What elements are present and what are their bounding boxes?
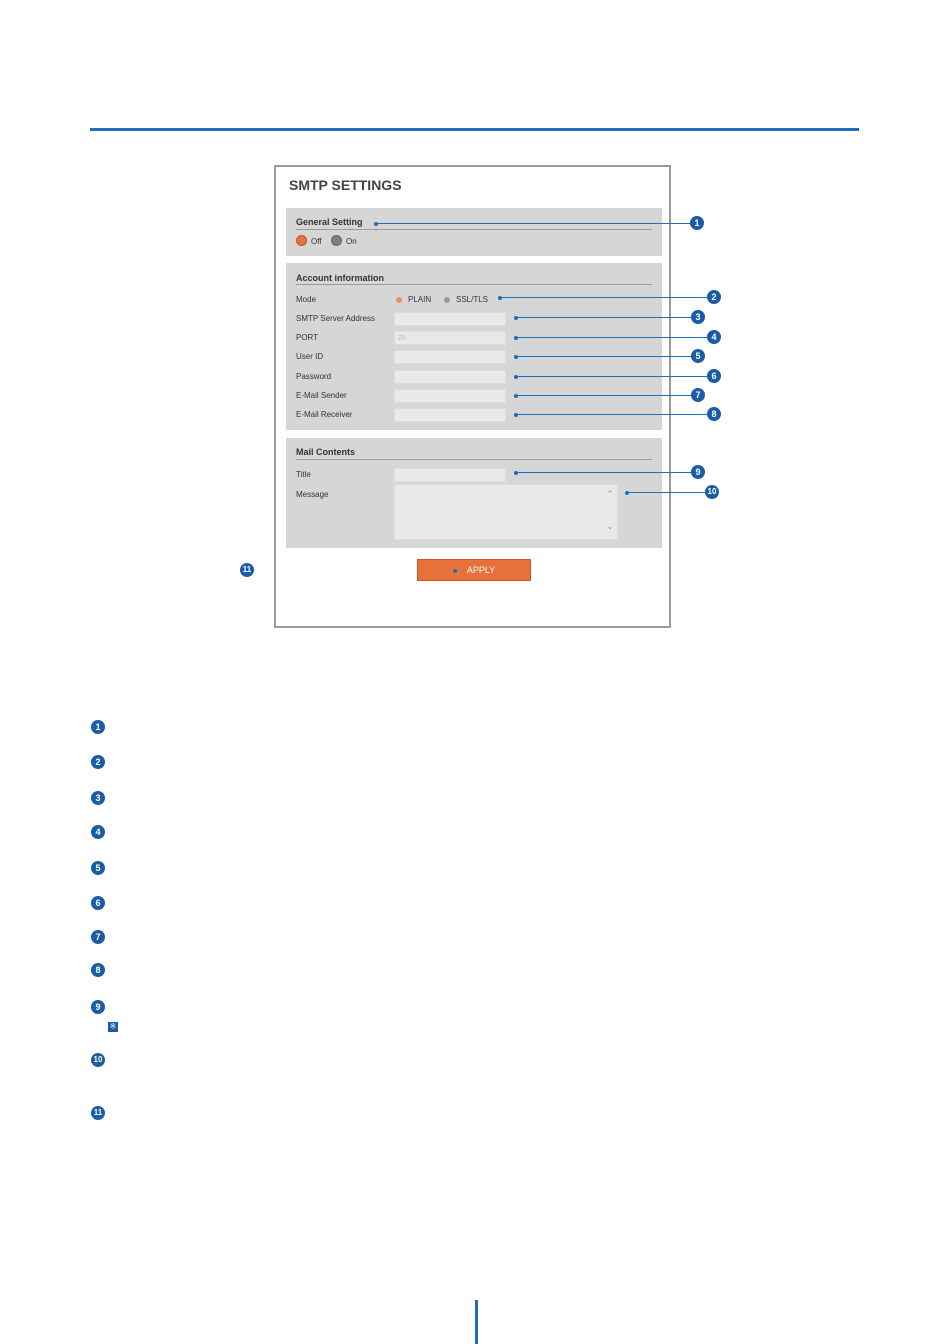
callout-line xyxy=(516,337,707,338)
plain-label: PLAIN xyxy=(408,295,432,304)
port-label: PORT xyxy=(296,333,319,342)
password-label: Password xyxy=(296,372,332,381)
smtp-server-address-input[interactable] xyxy=(394,312,506,326)
callout-line xyxy=(500,297,707,298)
plain-radio[interactable] xyxy=(396,297,402,303)
top-divider xyxy=(90,128,859,131)
ssl-tls-label: SSL/TLS xyxy=(456,295,489,304)
callout-line xyxy=(516,317,691,318)
callout-line xyxy=(516,356,691,357)
callout-badge-11: 11 xyxy=(240,563,254,577)
off-label: Off xyxy=(311,237,322,246)
apply-button[interactable] xyxy=(417,559,531,581)
section-divider xyxy=(296,229,652,230)
callout-badge-5: 5 xyxy=(691,349,705,363)
callout-line xyxy=(516,414,707,415)
mode-label: Mode xyxy=(296,295,317,304)
list-marker-3: 3 xyxy=(91,791,105,805)
general-setting-title: General Setting xyxy=(296,217,363,227)
smtp-settings-panel xyxy=(274,165,671,628)
mail-title-label: Title xyxy=(296,470,311,479)
list-marker-4: 4 xyxy=(91,825,105,839)
message-label: Message xyxy=(296,490,329,499)
list-marker-8: 8 xyxy=(91,963,105,977)
callout-line xyxy=(516,376,707,377)
apply-label: APPLY xyxy=(466,565,496,575)
mail-contents-section xyxy=(286,438,662,548)
callout-line xyxy=(376,223,690,224)
callout-badge-6: 6 xyxy=(707,369,721,383)
account-information-title: Account information xyxy=(296,273,384,283)
email-receiver-input[interactable] xyxy=(394,408,506,422)
off-radio[interactable] xyxy=(296,235,307,246)
list-marker-10: 10 xyxy=(91,1053,105,1067)
email-receiver-label: E-Mail Receiver xyxy=(296,410,353,419)
list-marker-6: 6 xyxy=(91,896,105,910)
password-input[interactable] xyxy=(394,370,506,384)
list-marker-7: 7 xyxy=(91,930,105,944)
list-marker-11: 11 xyxy=(91,1106,105,1120)
scroll-down-icon[interactable]: ⌄ xyxy=(606,521,614,531)
user-id-input[interactable] xyxy=(394,350,506,364)
email-sender-label: E-Mail Sender xyxy=(296,391,347,400)
callout-badge-1: 1 xyxy=(690,216,704,230)
callout-line xyxy=(627,492,705,493)
callout-badge-8: 8 xyxy=(707,407,721,421)
callout-badge-7: 7 xyxy=(691,388,705,402)
apply-callout-dot xyxy=(453,569,457,573)
callout-badge-2: 2 xyxy=(707,290,721,304)
ssl-tls-radio[interactable] xyxy=(444,297,450,303)
section-divider xyxy=(296,284,652,285)
list-marker-1: 1 xyxy=(91,720,105,734)
message-textarea[interactable] xyxy=(394,484,618,540)
callout-badge-4: 4 xyxy=(707,330,721,344)
email-sender-input[interactable] xyxy=(394,389,506,403)
on-radio[interactable] xyxy=(331,235,342,246)
account-information-section xyxy=(286,263,662,430)
callout-line xyxy=(516,395,691,396)
list-marker-5: 5 xyxy=(91,861,105,875)
on-label: On xyxy=(346,237,357,246)
callout-badge-10: 10 xyxy=(705,485,719,499)
bottom-divider xyxy=(475,1300,478,1344)
list-marker-2: 2 xyxy=(91,755,105,769)
scroll-up-icon[interactable]: ⌃ xyxy=(606,489,614,499)
note-mark-icon: ※ xyxy=(109,1022,117,1031)
callout-badge-9: 9 xyxy=(691,465,705,479)
list-marker-9: 9 xyxy=(91,1000,105,1014)
mail-contents-title: Mail Contents xyxy=(296,447,356,457)
mail-title-input[interactable] xyxy=(394,468,506,482)
general-setting-section xyxy=(286,208,662,256)
callout-line xyxy=(516,472,691,473)
section-divider xyxy=(296,459,652,460)
callout-badge-3: 3 xyxy=(691,310,705,324)
port-input[interactable]: 25 xyxy=(394,331,506,345)
panel-title: SMTP SETTINGS xyxy=(289,177,402,193)
smtp-server-address-label: SMTP Server Address xyxy=(296,314,375,323)
user-id-label: User ID xyxy=(296,352,324,361)
